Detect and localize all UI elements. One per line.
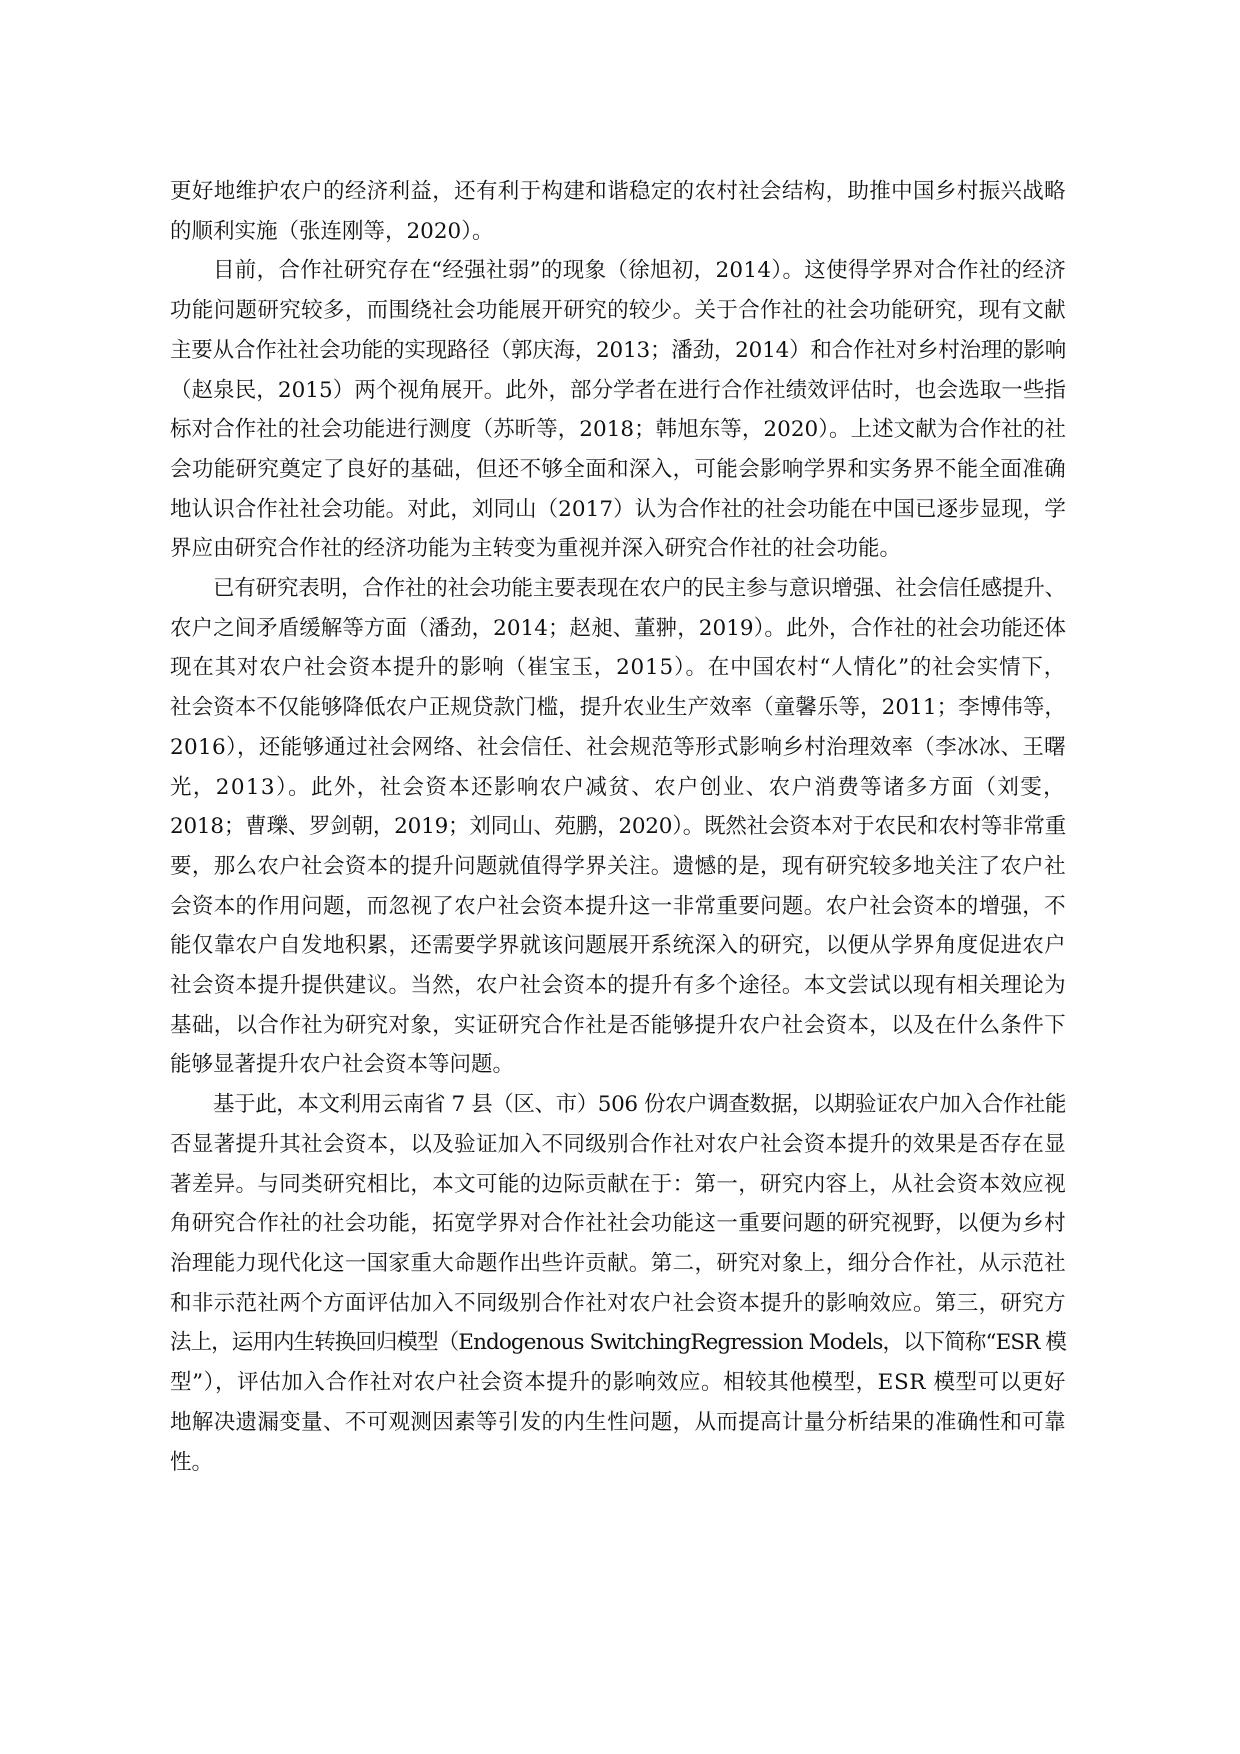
text-line-row <box>170 807 1067 847</box>
text-line-row <box>170 450 1067 490</box>
text-line-row <box>170 1085 1067 1125</box>
text-line-row <box>170 371 1067 411</box>
text-line: 基础，以合作社为研究对象，实证研究合作社是否能够提升农户社会资本，以及在什么条件下 <box>170 1012 1066 1038</box>
text-line: 和非示范社两个方面评估加入不同级别合作社对农户社会资本提升的影响效应。第三，研究方 <box>170 1290 1066 1316</box>
text-line-row <box>170 966 1067 1006</box>
text-line: 2016），还能够通过社会网络、社会信任、社会规范等形式影响乡村治理效率（李冰冰、王曙 <box>170 734 1066 760</box>
paragraph <box>170 569 1067 1085</box>
text-line: 社会资本提升提供建议。当然，农户社会资本的提升有多个途径。本文尝试以现有相关理论为 <box>170 973 1066 999</box>
text-line: 农户之间矛盾缓解等方面（潘劲，2014；赵昶、董翀，2019）。此外，合作社的社会功能还体 <box>170 615 1066 641</box>
text-line: 能够显著提升农户社会资本等问题。 <box>170 1052 515 1078</box>
text-line: 会资本的作用问题，而忽视了农户社会资本提升这一非常重要问题。农户社会资本的增强，不 <box>170 893 1066 919</box>
text-line: 光，2013）。此外，社会资本还影响农户减贫、农户创业、农户消费等诸多方面（刘雯， <box>170 774 1066 800</box>
text-line: 社会资本不仅能够降低农户正规贷款门槛，提升农业生产效率（童馨乐等，2011；李博伟等， <box>170 695 1066 721</box>
text-line-row <box>170 768 1067 808</box>
text-line: 的顺利实施（张连刚等，2020）。 <box>170 218 494 244</box>
text-line-row <box>170 609 1067 649</box>
text-line-row <box>170 291 1067 331</box>
text-line-row <box>170 1006 1067 1046</box>
text-line: 否显著提升其社会资本，以及验证加入不同级别合作社对农户社会资本提升的效果是否存在显 <box>170 1131 1066 1157</box>
text-line: 目前，合作社研究存在“经强社弱”的现象（徐旭初，2014）。这使得学界对合作社的经济 <box>213 258 1066 284</box>
text-line-row <box>170 887 1067 927</box>
text-line: 型”），评估加入合作社对农户社会资本提升的影响效应。相较其他模型，ESR 模型可以更好 <box>170 1370 1066 1396</box>
text-line: 地解决遗漏变量、不可观测因素等引发的内生性问题，从而提高计量分析结果的准确性和可靠 <box>170 1409 1066 1435</box>
text-line: 要，那么农户社会资本的提升问题就值得学界关注。遗憾的是，现有研究较多地关注了农户社 <box>170 853 1066 879</box>
document-body <box>170 172 1067 1482</box>
text-line-row <box>170 1244 1067 1284</box>
text-line: 标对合作社的社会功能进行测度（苏昕等，2018；韩旭东等，2020）。上述文献为合作社的社 <box>170 417 1066 443</box>
text-line: 主要从合作社社会功能的实现路径（郭庆海，2013；潘劲，2014）和合作社对乡村治理的影响 <box>170 337 1066 363</box>
text-line: 会功能研究奠定了良好的基础，但还不够全面和深入，可能会影响学界和实务界不能全面准确 <box>170 456 1066 482</box>
text-line: 基于此，本文利用云南省 7 县（区、市）506 份农户调查数据，以期验证农户加入合作社能 <box>213 1092 1066 1118</box>
text-line: 能仅靠农户自发地积累，还需要学界就该问题展开系统深入的研究，以便从学界角度促进农户 <box>170 933 1066 959</box>
text-line-row <box>170 1045 1067 1085</box>
paragraph <box>170 172 1067 251</box>
text-line: 更好地维护农户的经济利益，还有利于构建和谐稳定的农村社会结构，助推中国乡村振兴战略 <box>170 179 1066 204</box>
text-line-row <box>170 1125 1067 1165</box>
paragraph <box>170 251 1067 569</box>
text-line: 2018；曹瓅、罗剑朝，2019；刘同山、苑鹏，2020）。既然社会资本对于农民和农村等非常重 <box>170 814 1066 840</box>
text-line-row <box>170 529 1067 569</box>
text-line-row <box>170 847 1067 887</box>
text-line: 功能问题研究较多，而围绕社会功能展开研究的较少。关于合作社的社会功能研究，现有文献 <box>170 298 1066 324</box>
text-line: 地认识合作社社会功能。对此，刘同山（2017）认为合作社的社会功能在中国已逐步显现，学 <box>170 496 1066 522</box>
text-line: 界应由研究合作社的经济功能为主转变为重视并深入研究合作社的社会功能。 <box>170 536 902 562</box>
text-line-row <box>170 331 1067 371</box>
text-line-row <box>170 490 1067 530</box>
text-line: 角研究合作社的社会功能，拓宽学界对合作社社会功能这一重要问题的研究视野，以便为乡村 <box>170 1211 1066 1237</box>
text-line: 性。 <box>170 1449 214 1475</box>
text-line-row <box>170 410 1067 450</box>
paragraph <box>170 1085 1067 1482</box>
text-line-row <box>170 569 1067 609</box>
text-line: 著差异。与同类研究相比，本文可能的边际贡献在于：第一，研究内容上，从社会资本效应视 <box>170 1171 1066 1197</box>
text-line-row <box>170 1403 1067 1443</box>
text-line-row <box>170 251 1067 291</box>
text-line-row <box>170 1363 1067 1403</box>
text-line-row <box>170 926 1067 966</box>
text-line-row <box>170 1284 1067 1324</box>
text-line: （赵泉民，2015）两个视角展开。此外，部分学者在进行合作社绩效评估时，也会选取一些指 <box>170 377 1066 403</box>
text-line-row <box>170 1204 1067 1244</box>
text-line: 已有研究表明，合作社的社会功能主要表现在农户的民主参与意识增强、社会信任感提升、 <box>213 576 1066 602</box>
text-line-row <box>170 648 1067 688</box>
text-line-row <box>170 728 1067 768</box>
text-line: 现在其对农户社会资本提升的影响（崔宝玉，2015）。在中国农村“人情化”的社会实情下， <box>170 655 1066 681</box>
text-line: 法上，运用内生转换回归模型（Endogenous SwitchingRegression Models，以下简称“ESR 模 <box>170 1330 1066 1356</box>
text-line-row <box>170 688 1067 728</box>
text-line: 治理能力现代化这一国家重大命题作出些许贡献。第二，研究对象上，细分合作社，从示范社 <box>170 1250 1066 1276</box>
text-line-row <box>170 1323 1067 1363</box>
text-line-row <box>170 1443 1067 1483</box>
text-line-row <box>170 172 1067 212</box>
text-line-row <box>170 1165 1067 1205</box>
text-line-row <box>170 212 1067 252</box>
